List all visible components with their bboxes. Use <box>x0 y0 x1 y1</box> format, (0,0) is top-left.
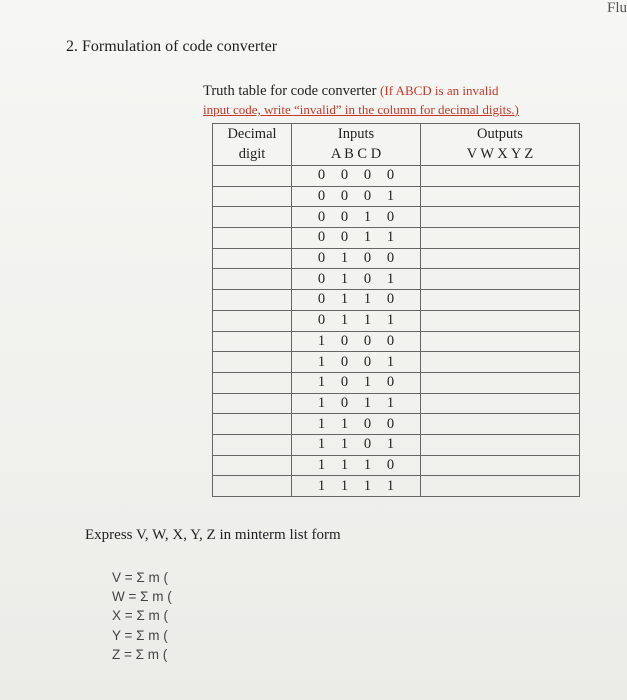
input-bit: 0 <box>317 229 326 246</box>
table-caption <box>203 83 498 100</box>
input-bit: 1 <box>363 229 372 246</box>
input-bit: 1 <box>363 456 372 473</box>
table-row <box>213 290 580 311</box>
input-bit: 1 <box>317 332 326 349</box>
input-bit: 0 <box>317 188 326 205</box>
input-bit: 1 <box>363 477 372 494</box>
table-row <box>213 393 580 414</box>
input-bit: 1 <box>386 312 395 329</box>
input-bit: 1 <box>317 456 326 473</box>
header-digit: digit <box>213 144 292 166</box>
output-cell[interactable] <box>421 166 580 187</box>
input-bit: 0 <box>363 250 372 267</box>
input-bit: 1 <box>317 415 326 432</box>
minterm-y: Y = Σ m ( <box>112 627 168 643</box>
section-heading: 2. Formulation of code converter <box>66 38 278 55</box>
input-bit: 0 <box>317 312 326 329</box>
output-cell[interactable] <box>421 434 580 455</box>
output-cell[interactable] <box>421 476 580 497</box>
input-bit: 1 <box>386 436 395 453</box>
input-bit: 1 <box>386 188 395 205</box>
table-row <box>213 228 580 249</box>
input-bits-cell <box>292 331 421 352</box>
input-bits-cell <box>292 455 421 476</box>
input-bit: 1 <box>386 477 395 494</box>
input-bit: 1 <box>340 291 349 308</box>
input-bit: 1 <box>363 374 372 391</box>
input-bit: 1 <box>386 229 395 246</box>
table-row <box>213 434 580 455</box>
table-row <box>213 207 580 228</box>
table-row <box>213 331 580 352</box>
input-bit: 1 <box>363 312 372 329</box>
input-bit: 0 <box>363 270 372 287</box>
decimal-digit-cell[interactable] <box>213 372 292 393</box>
input-bit: 1 <box>317 374 326 391</box>
header-outputs-columns: V W X Y Z <box>421 144 580 166</box>
output-cell[interactable] <box>421 331 580 352</box>
minterm-x: X = Σ m ( <box>112 608 168 624</box>
decimal-digit-cell[interactable] <box>213 248 292 269</box>
output-cell[interactable] <box>421 393 580 414</box>
output-cell[interactable] <box>421 269 580 290</box>
output-cell[interactable] <box>421 207 580 228</box>
input-bits-cell <box>292 372 421 393</box>
output-cell[interactable] <box>421 455 580 476</box>
input-bit: 0 <box>363 167 372 184</box>
input-bit: 0 <box>386 374 395 391</box>
output-cell[interactable] <box>421 352 580 373</box>
input-bits-cell <box>292 269 421 290</box>
input-bit: 1 <box>363 291 372 308</box>
decimal-digit-cell[interactable] <box>213 352 292 373</box>
input-bit: 0 <box>340 229 349 246</box>
input-bit: 0 <box>340 353 349 370</box>
input-bit: 0 <box>340 332 349 349</box>
input-bits-cell <box>292 228 421 249</box>
minterm-z: Z = Σ m ( <box>112 646 168 662</box>
input-bit: 0 <box>386 456 395 473</box>
header-decimal: Decimal <box>213 124 292 145</box>
caption-title: Truth table for code converter <box>203 83 377 99</box>
input-bit: 1 <box>317 394 326 411</box>
input-bit: 1 <box>317 436 326 453</box>
decimal-digit-cell[interactable] <box>213 331 292 352</box>
table-row <box>213 476 580 497</box>
decimal-digit-cell[interactable] <box>213 186 292 207</box>
input-bit: 0 <box>317 291 326 308</box>
input-bit: 1 <box>340 477 349 494</box>
input-bit: 0 <box>340 374 349 391</box>
table-row <box>213 310 580 331</box>
input-bits-cell <box>292 310 421 331</box>
input-bits-cell <box>292 434 421 455</box>
input-bit: 0 <box>340 167 349 184</box>
input-bits-cell <box>292 290 421 311</box>
decimal-digit-cell[interactable] <box>213 310 292 331</box>
input-bit: 0 <box>386 208 395 225</box>
decimal-digit-cell[interactable] <box>213 166 292 187</box>
input-bits-cell <box>292 352 421 373</box>
input-bits-cell <box>292 393 421 414</box>
input-bit: 1 <box>386 270 395 287</box>
input-bits-cell <box>292 207 421 228</box>
input-bit: 1 <box>317 477 326 494</box>
input-bit: 0 <box>317 208 326 225</box>
caption-note-line2: input code, write “invalid” in the column for decimal digits.) <box>203 102 519 117</box>
input-bit: 1 <box>386 353 395 370</box>
input-bit: 0 <box>363 353 372 370</box>
input-bits-cell <box>292 414 421 435</box>
output-cell[interactable] <box>421 228 580 249</box>
table-row <box>213 455 580 476</box>
caption-note-line1: (If ABCD is an invalid <box>380 83 499 98</box>
decimal-digit-cell[interactable] <box>213 393 292 414</box>
decimal-digit-cell[interactable] <box>213 269 292 290</box>
decimal-digit-cell[interactable] <box>213 476 292 497</box>
input-bit: 0 <box>386 291 395 308</box>
input-bit: 0 <box>340 208 349 225</box>
truth-table <box>212 123 580 497</box>
input-bit: 0 <box>363 415 372 432</box>
table-row <box>213 414 580 435</box>
table-row <box>213 352 580 373</box>
table-row <box>213 166 580 187</box>
input-bit: 1 <box>340 250 349 267</box>
corner-fragment-text: Flu <box>606 0 627 16</box>
input-bit: 1 <box>340 312 349 329</box>
minterm-list <box>112 568 172 664</box>
decimal-digit-cell[interactable] <box>213 207 292 228</box>
input-bit: 0 <box>386 332 395 349</box>
input-bit: 0 <box>363 188 372 205</box>
input-bit: 1 <box>340 415 349 432</box>
decimal-digit-cell[interactable] <box>213 455 292 476</box>
input-bit: 1 <box>340 270 349 287</box>
express-instruction: Express V, W, X, Y, Z in minterm list form <box>85 527 341 543</box>
input-bit: 1 <box>340 456 349 473</box>
header-inputs-columns: A B C D <box>292 144 421 166</box>
output-cell[interactable] <box>421 372 580 393</box>
input-bit: 0 <box>386 250 395 267</box>
table-row <box>213 372 580 393</box>
header-outputs: Outputs <box>421 124 580 145</box>
input-bits-cell <box>292 186 421 207</box>
input-bit: 1 <box>386 394 395 411</box>
input-bit: 1 <box>317 353 326 370</box>
input-bit: 0 <box>317 167 326 184</box>
decimal-digit-cell[interactable] <box>213 290 292 311</box>
input-bit: 0 <box>340 188 349 205</box>
minterm-v: V = Σ m ( <box>112 570 168 585</box>
input-bit: 0 <box>317 250 326 267</box>
input-bit: 0 <box>363 436 372 453</box>
output-cell[interactable] <box>421 414 580 435</box>
table-row <box>213 269 580 290</box>
header-inputs: Inputs <box>292 124 421 145</box>
input-bit: 0 <box>340 394 349 411</box>
output-cell[interactable] <box>421 290 580 311</box>
table-row <box>213 186 580 207</box>
decimal-digit-cell[interactable] <box>213 414 292 435</box>
output-cell[interactable] <box>421 310 580 331</box>
input-bit: 0 <box>363 332 372 349</box>
input-bit: 1 <box>363 208 372 225</box>
input-bits-cell <box>292 476 421 497</box>
decimal-digit-cell[interactable] <box>213 434 292 455</box>
input-bit: 0 <box>386 415 395 432</box>
decimal-digit-cell[interactable] <box>213 228 292 249</box>
output-cell[interactable] <box>421 186 580 207</box>
minterm-w: W = Σ m ( <box>112 589 172 605</box>
input-bits-cell <box>292 248 421 269</box>
input-bits-cell <box>292 166 421 187</box>
table-row <box>213 248 580 269</box>
input-bit: 0 <box>386 167 395 184</box>
input-bit: 1 <box>340 436 349 453</box>
input-bit: 1 <box>363 394 372 411</box>
output-cell[interactable] <box>421 248 580 269</box>
input-bit: 0 <box>317 270 326 287</box>
